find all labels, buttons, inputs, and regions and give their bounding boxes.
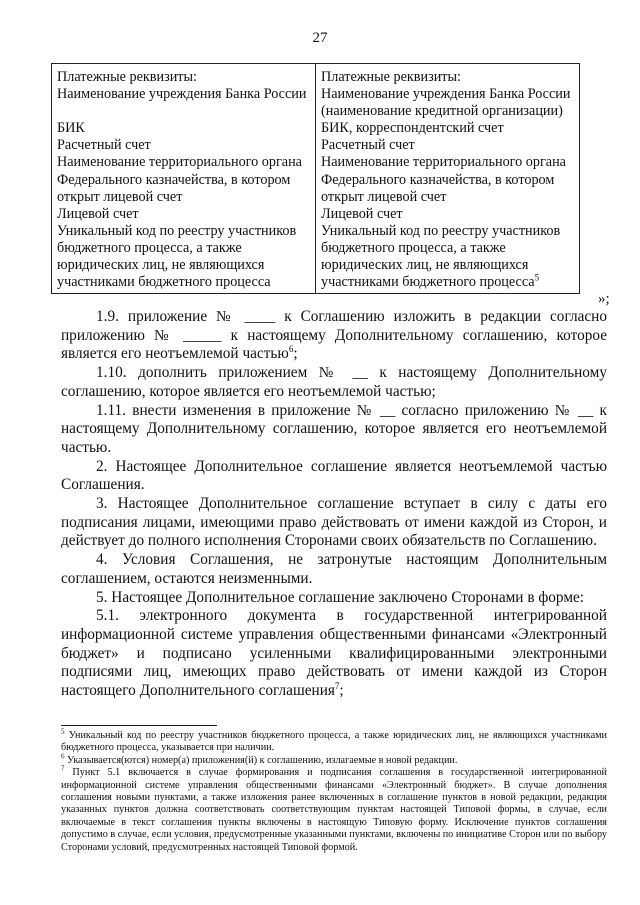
footnote-6 <box>61 752 607 767</box>
requisite-line: юридических лиц, не являющихся <box>57 257 265 274</box>
clause-1-9 <box>61 308 607 364</box>
clause-1-10: 1.10. дополнить приложением № __ к настоящему Дополнительному соглашению, которое является его неотъемлемой частью; <box>61 364 607 400</box>
footnote-mark: 6 <box>61 752 65 761</box>
requisite-line: юридических лиц, не являющихся <box>321 257 529 274</box>
right-requisites-cell <box>316 64 580 294</box>
requisite-line: Платежные реквизиты: <box>321 69 461 85</box>
requisite-line: Наименование территориального органа <box>321 154 566 171</box>
payment-details-table <box>51 63 580 294</box>
requisite-line: Уникальный код по реестру участников <box>57 222 297 239</box>
page-number: 27 <box>312 30 328 46</box>
requisite-line: Наименование учреждения Банка России <box>321 86 571 103</box>
requisite-line: Платежные реквизиты: <box>57 69 197 85</box>
requisite-line: Наименование учреждения Банка России <box>57 86 307 103</box>
clause-text: 5.1. электронного документа в государственной интегрированной информационной системе управления общественными финансами «Электронный бюджет» и подписано усиленными квалифицированными электронными подписями лиц, имеющих право действовать от имени каждой из Сторон настоящего Дополнительного соглашения <box>61 607 607 700</box>
requisite-text: участниками бюджетного процесса <box>321 274 535 291</box>
requisite-line: (наименование кредитной организации) <box>321 103 563 120</box>
footnote-text: Указывается(ются) номер(а) приложения(й) к соглашению, излагаемые в новой редакции. <box>64 754 458 766</box>
requisite-line: Федерального казначейства, в котором <box>321 171 555 188</box>
requisite-line: бюджетного процесса, а также <box>57 239 242 256</box>
footnote-ref: 5 <box>534 272 540 283</box>
footnote-mark: 5 <box>61 727 65 736</box>
closing-quote: »; <box>598 291 610 307</box>
footnote-7 <box>61 764 607 854</box>
requisite-line: Наименование территориального органа <box>57 154 302 171</box>
footnote-5 <box>61 727 607 755</box>
requisite-line: Уникальный код по реестру участников <box>321 222 561 239</box>
clause-end: ; <box>293 345 298 363</box>
clause-1-11: 1.11. внести изменения в приложение № __ согласно приложению № __ к настоящему Дополнительному соглашению, которое является его неотъемлемой частью. <box>61 401 607 456</box>
clause-end: ; <box>339 682 344 700</box>
footnote-ref: 6 <box>288 344 294 355</box>
requisite-blank-line <box>57 103 311 120</box>
footnote-mark: 7 <box>61 764 65 773</box>
footnote-divider <box>61 725 217 726</box>
clause-4: 4. Условия Соглашения, не затронутые настоящим Дополнительным соглашением, остаются неизменными. <box>61 551 607 587</box>
requisite-line: Федерального казначейства, в котором <box>57 171 291 188</box>
footnotes <box>61 727 607 854</box>
clause-3: 3. Настоящее Дополнительное соглашение вступает в силу с даты его подписания лицами, имеющими право действовать от имени каждой из Сторон, и действует до полного исполнения Сторонами своих обязательств по Соглашению. <box>61 495 607 550</box>
requisite-line: открыт лицевой счет <box>321 188 447 205</box>
requisite-line: Расчетный счет <box>57 137 151 154</box>
requisite-line: Лицевой счет <box>321 205 403 222</box>
requisite-line: Лицевой счет <box>57 205 139 222</box>
requisite-line: БИК <box>57 120 85 137</box>
footnote-ref: 7 <box>334 680 340 691</box>
footnote-text: Уникальный код по реестру участников бюджетного процесса, а также юридических лиц, не являющихся участниками бюджетного процесса, указывается при наличии. <box>61 730 607 754</box>
left-requisites-cell <box>52 64 316 294</box>
clause-5-1 <box>61 607 607 701</box>
clause-5: 5. Настоящее Дополнительное соглашение заключено Сторонами в форме: <box>96 588 585 606</box>
requisite-line: участниками бюджетного процесса <box>57 274 271 291</box>
clause-2: 2. Настоящее Дополнительное соглашение является неотъемлемой частью Соглашения. <box>61 457 607 494</box>
footnote-text: Пункт 5.1 включается в случае формирования и подписания соглашения в государственной интегрированной информационной системе управления общественными финансами «Электронный бюджет». В случае дополнения соглашения новыми пунктами, а также изложения ранее включенных в соглашение пунктов в новой редакции, редакция указанных пунктов должна соответствовать соответствующим пунктам настоящей Типовой формы, в случае, если включаемые в текст соглашения пункты включены в настоящую Типовую форму. Исключение пунктов соглашения допустимо в случае, если условия, предусмотренные указанными пунктами, включены по инициативе Сторон или по выбору Сторонами условий, предусмотренных настоящей Типовой формой. <box>61 767 607 853</box>
requisite-line: бюджетного процесса, а также <box>321 239 506 256</box>
requisite-line: Расчетный счет <box>321 137 415 154</box>
requisite-line: БИК, корреспондентский счет <box>321 120 504 137</box>
requisite-line: открыт лицевой счет <box>57 188 183 205</box>
agreement-body <box>61 308 607 701</box>
clause-text: 1.9. приложение № ____ к Соглашению изложить в редакции согласно приложению № _____ к настоящему Дополнительному соглашению, которое является его неотъемлемой частью <box>61 308 607 363</box>
requisite-line <box>321 274 575 291</box>
